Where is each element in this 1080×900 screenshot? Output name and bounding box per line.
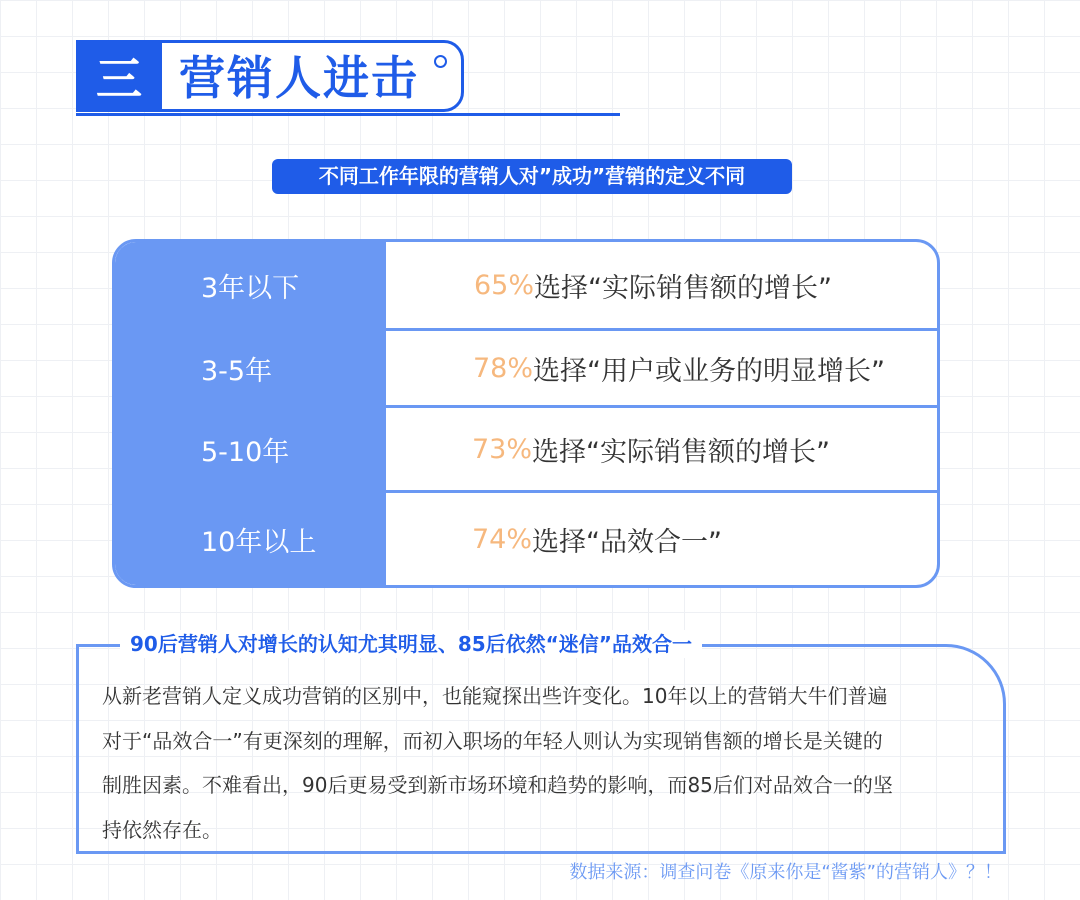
data-source: 数据来源：调查问卷《原来你是“酱紫”的营销人》？！ [569, 862, 1002, 883]
section-header [76, 40, 464, 112]
row-value [386, 408, 937, 490]
insight-line: 持依然存在。 [102, 817, 222, 842]
row-text: 选择“实际销售额的增长” [532, 436, 830, 468]
row-value [386, 331, 937, 405]
row-percent: 78% [473, 352, 534, 384]
row-label: 3年以下 [115, 242, 386, 328]
section-number: 三 [76, 40, 162, 112]
row-text: 选择“用户或业务的明显增长” [533, 355, 885, 387]
section-underline [76, 113, 620, 116]
row-label: 10年以上 [115, 493, 386, 585]
insight-line: 制胜因素。不难看出，90后更易受到新市场环境和趋势的影响，而85后们对品效合一的坚 [102, 773, 893, 797]
row-value [386, 242, 937, 328]
section-title: 营销人进击 [179, 51, 419, 105]
row-percent: 65% [474, 269, 535, 301]
row-percent: 73% [472, 433, 533, 465]
row-value [386, 493, 937, 585]
row-percent: 74% [472, 523, 533, 555]
insight-line: 对于“品效合一”有更深刻的理解，而初入职场的年轻人则认为实现销售额的增长是关键的 [102, 728, 883, 753]
ring-dot-icon [434, 55, 447, 68]
table-row [115, 242, 937, 328]
row-label: 3-5年 [115, 331, 386, 405]
table-row [115, 408, 937, 490]
insight-line: 从新老营销人定义成功营销的区别中，也能窥探出些许变化。10年以上的营销大牛们普遍 [102, 684, 888, 708]
experience-table [112, 239, 940, 588]
table-row [115, 331, 937, 405]
row-label: 5-10年 [115, 408, 386, 490]
row-text: 选择“品效合一” [532, 526, 722, 558]
table-row [115, 493, 937, 585]
row-text: 选择“实际销售额的增长” [534, 272, 832, 304]
insight-body [102, 674, 982, 852]
insight-heading: 90后营销人对增长的认知尤其明显、85后依然“迷信”品效合一 [120, 630, 702, 658]
subtitle-pill: 不同工作年限的营销人对”成功”营销的定义不同 [272, 159, 792, 194]
